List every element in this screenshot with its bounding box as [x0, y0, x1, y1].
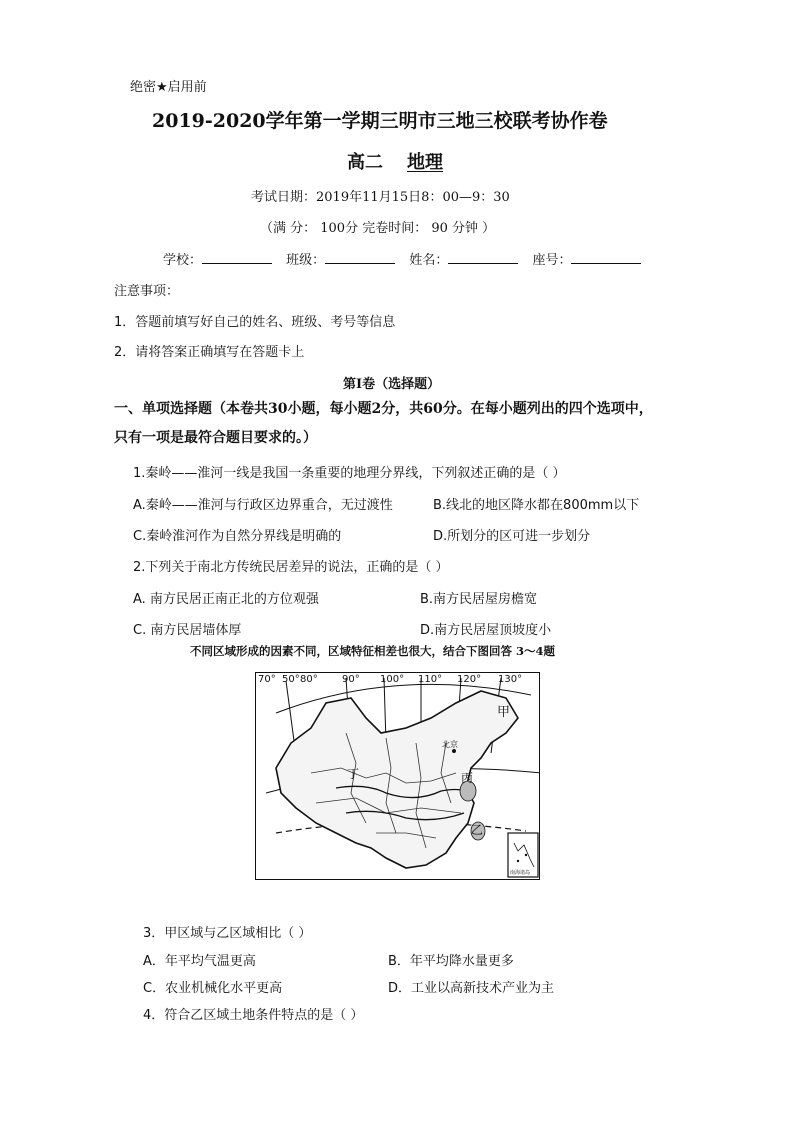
notes-item: 1．答题前填写好自己的姓名、班级、考号等信息 — [114, 315, 396, 330]
region-label-bing: 丙 — [461, 771, 474, 785]
longitude-label: 50° — [282, 674, 300, 685]
question-1-option-b[interactable]: B.线北的地区降水都在800mm以下 — [433, 498, 640, 513]
question-1-option-d[interactable]: D.所划分的区可进一步划分 — [433, 529, 591, 544]
section-instruction: 一、单项选择题（本卷共30小题，每小题2分，共60分。在每小题列出的四个选项中， — [114, 401, 653, 417]
question-2-option-c[interactable]: C. 南方民居墙体厚 — [133, 623, 242, 638]
name-label: 姓名： — [409, 253, 449, 268]
longitude-label: 120° — [457, 674, 482, 685]
school-blank[interactable] — [202, 251, 272, 264]
score-and-time: （满 分： 100分 完卷时间： 90 分钟 ） — [260, 221, 496, 236]
volume-title: 第I卷（选择题） — [343, 377, 441, 392]
inset-label: 南海诸岛 — [510, 870, 531, 876]
question-3-stem: 3．甲区域与乙区域相比（ ） — [143, 926, 312, 941]
school-label: 学校： — [163, 253, 203, 268]
subtitle-subject: 地理 — [407, 152, 443, 173]
region-label-jia: 甲 — [497, 705, 511, 720]
question-3-option-b[interactable]: B．年平均降水量更多 — [388, 954, 514, 969]
longitude-label: 80° — [300, 674, 318, 685]
subtitle-grade: 高二 — [347, 152, 383, 173]
longitude-label: 110° — [418, 674, 443, 685]
map-intro: 不同区域形成的因素不同，区域特征相差也很大，结合下图回答 3～4题 — [190, 644, 556, 658]
longitude-label: 130° — [498, 674, 523, 685]
question-3-option-d[interactable]: D．工业以高新技术产业为主 — [388, 981, 555, 996]
question-1-option-c[interactable]: C.秦岭淮河作为自然分界线是明确的 — [133, 529, 342, 544]
china-map-figure — [255, 672, 540, 880]
question-4-stem: 4．符合乙区域土地条件特点的是（ ） — [143, 1008, 364, 1023]
region-label-ding: 丁 — [347, 767, 360, 781]
question-3-option-a[interactable]: A．年平均气温更高 — [143, 954, 256, 969]
info-fields — [163, 249, 651, 268]
question-2-option-a[interactable]: A. 南方民居正南正北的方位观强 — [133, 592, 319, 607]
question-1-stem: 1.秦岭——淮河一线是我国一条重要的地理分界线，下列叙述正确的是（ ） — [133, 466, 566, 481]
notes-item: 2．请将答案正确填写在答题卡上 — [114, 345, 305, 360]
longitude-label: 90° — [342, 674, 360, 685]
class-blank[interactable] — [325, 251, 395, 264]
class-label: 班级： — [286, 253, 326, 268]
confidential-mark: 绝密★启用前 — [130, 80, 207, 95]
exam-date: 考试日期：2019年11月15日8：00—9：30 — [251, 190, 510, 205]
region-label-yi: 乙 — [471, 823, 484, 837]
question-1-option-a[interactable]: A.秦岭——淮河与行政区边界重合，无过渡性 — [133, 498, 393, 513]
longitude-label: 70° — [258, 674, 276, 685]
beijing-label: 北京 — [442, 740, 458, 749]
question-2-stem: 2.下列关于南北方传统民居差异的说法，正确的是（ ） — [133, 560, 449, 575]
question-3-option-c[interactable]: C．农业机械化水平更高 — [143, 981, 283, 996]
notes-heading: 注意事项： — [114, 284, 180, 299]
section-instruction-cont: 只有一项是最符合题目要求的。） — [114, 430, 317, 446]
exam-title: 2019-2020学年第一学期三明市三地三校联考协作卷 — [152, 110, 608, 132]
question-2-option-d[interactable]: D.南方民居屋顶坡度小 — [420, 623, 552, 638]
seat-blank[interactable] — [571, 251, 641, 264]
name-blank[interactable] — [448, 251, 518, 264]
question-2-option-b[interactable]: B.南方民居屋房檐宽 — [420, 592, 538, 607]
longitude-label: 100° — [380, 674, 405, 685]
seat-label: 座号： — [532, 253, 572, 268]
